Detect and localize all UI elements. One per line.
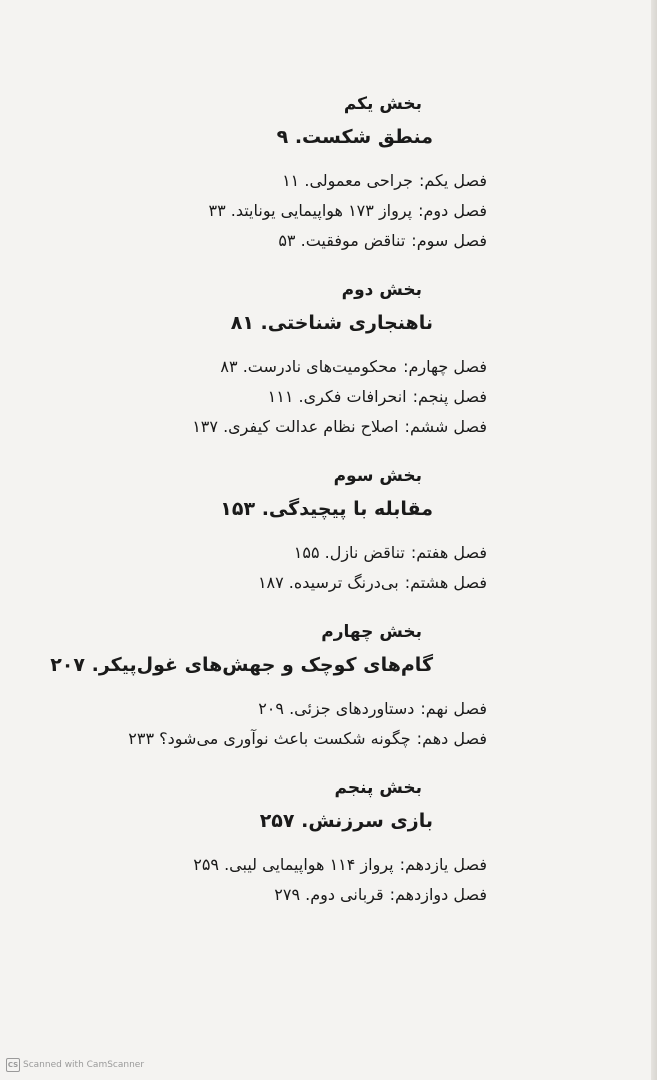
chapter-title: بی‌درنگ ترسیده. ۱۸۷ — [257, 573, 399, 592]
chapter-entry — [47, 724, 487, 754]
chapter-label: فصل دوم: — [418, 201, 487, 220]
chapter-entry — [47, 226, 487, 256]
table-of-contents — [47, 92, 487, 932]
chapter-title: پرواز ۱۱۴ هواپیمایی لیبی. ۲۵۹ — [193, 855, 394, 874]
chapter-entry — [47, 382, 487, 412]
chapter-entry — [47, 412, 487, 442]
chapter-label: فصل هشتم: — [404, 573, 487, 592]
chapter-title: انحرافات فکری. ۱۱۱ — [267, 387, 407, 406]
camscanner-logo-icon: CS — [6, 1058, 20, 1072]
part-3 — [47, 464, 487, 598]
chapter-entry — [47, 568, 487, 598]
chapter-label: فصل پنجم: — [412, 387, 487, 406]
chapter-title: تناقض موفقیت. ۵۳ — [278, 231, 406, 250]
part-title: مقابله با پیچیدگی. ۱۵۳ — [220, 498, 433, 520]
part-title: بازی سرزنش. ۲۵۷ — [259, 810, 433, 832]
watermark-text: Scanned with CamScanner — [23, 1060, 145, 1070]
chapter-label: فصل یازدهم: — [399, 855, 487, 874]
part-2 — [47, 278, 487, 442]
chapter-label: فصل چهارم: — [403, 357, 487, 376]
chapter-label: فصل سوم: — [411, 231, 487, 250]
chapter-entry — [47, 850, 487, 880]
chapter-title: قربانی دوم. ۲۷۹ — [274, 885, 384, 904]
chapter-label: فصل دهم: — [416, 729, 487, 748]
part-1 — [47, 92, 487, 256]
chapter-label: فصل هفتم: — [410, 543, 487, 562]
part-label: بخش دوم — [341, 280, 422, 300]
chapter-entry — [47, 538, 487, 568]
chapter-label: فصل نهم: — [420, 699, 487, 718]
part-4 — [47, 620, 487, 754]
part-title: ناهنجاری شناختی. ۸۱ — [230, 312, 433, 334]
chapter-entry — [47, 352, 487, 382]
chapter-label: فصل یکم: — [418, 171, 487, 190]
part-label: بخش پنجم — [334, 778, 422, 798]
scanner-watermark — [6, 1058, 144, 1072]
part-label: بخش چهارم — [321, 622, 422, 642]
chapter-title: پرواز ۱۷۳ هواپیمایی یونایتد. ۳۳ — [208, 201, 413, 220]
chapter-label: فصل ششم: — [404, 417, 487, 436]
chapter-title: محکومیت‌های نادرست. ۸۳ — [220, 357, 398, 376]
chapter-entry — [47, 880, 487, 910]
part-5 — [47, 776, 487, 910]
page-edge — [651, 0, 657, 1080]
part-title: منطق شکست. ۹ — [276, 126, 433, 148]
chapter-label: فصل دوازدهم: — [389, 885, 487, 904]
chapter-entry — [47, 166, 487, 196]
chapter-title: تناقض نازل. ۱۵۵ — [293, 543, 405, 562]
chapter-title: جراحی معمولی. ۱۱ — [282, 171, 413, 190]
part-title: گام‌های کوچک و جهش‌های غول‌پیکر. ۲۰۷ — [50, 654, 433, 676]
part-label: بخش سوم — [333, 466, 422, 486]
chapter-entry — [47, 196, 487, 226]
chapter-title: چگونه شکست باعث نوآوری می‌شود؟ ۲۳۳ — [128, 729, 411, 748]
chapter-entry — [47, 694, 487, 724]
part-label: بخش یکم — [343, 94, 422, 114]
chapter-title: اصلاح نظام عدالت کیفری. ۱۳۷ — [192, 417, 399, 436]
chapter-title: دستاوردهای جزئی. ۲۰۹ — [258, 699, 415, 718]
